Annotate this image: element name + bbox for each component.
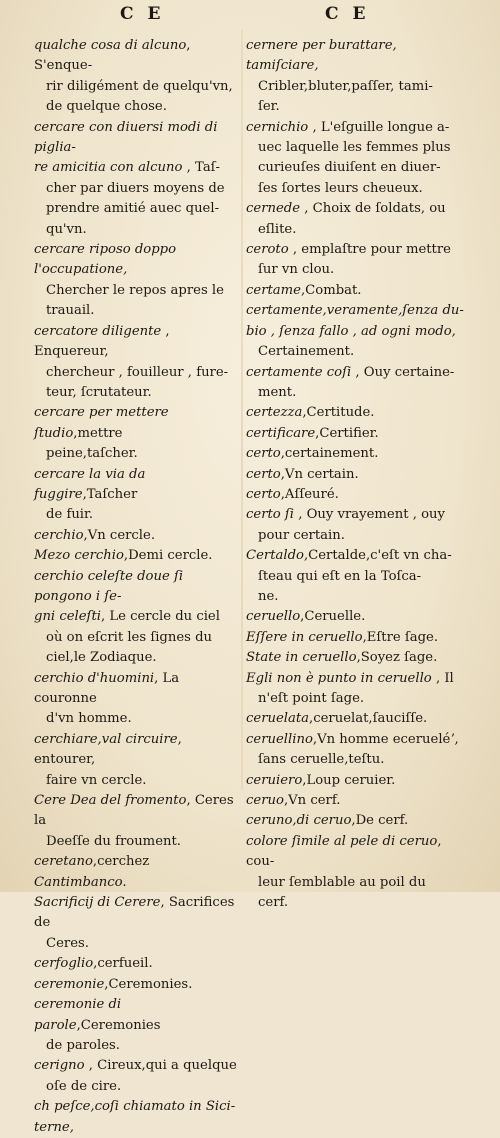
entry-line xyxy=(258,873,464,893)
definition: ſes ſortes leurs cheueux. xyxy=(258,180,423,196)
definition: ,Ceremonies xyxy=(76,1017,161,1033)
entry-line xyxy=(46,648,244,668)
definition: d'vn homme. xyxy=(46,711,132,727)
headword: certo xyxy=(246,446,281,462)
definition: ſur vn clou. xyxy=(258,262,335,278)
entry-line xyxy=(258,893,464,913)
entry-line xyxy=(246,546,464,566)
entry-line xyxy=(46,383,244,403)
definition: , Sacrifices de xyxy=(34,895,235,931)
headword: cernede xyxy=(246,201,301,217)
definition: , L'eſguille longue a- xyxy=(308,119,450,135)
definition: leur ſemblable au poil du xyxy=(258,874,426,890)
entry-line xyxy=(34,322,244,363)
headword: certamente,veramente,ſenza du- xyxy=(246,303,464,319)
headword: certamente coſi xyxy=(246,364,352,380)
entry-line xyxy=(34,669,244,710)
headword: cernichio xyxy=(246,119,309,135)
headword: ceruo xyxy=(246,793,284,809)
definition: ,Soyez ſage. xyxy=(356,650,438,666)
entry-line xyxy=(46,77,244,97)
entry-line xyxy=(258,97,464,117)
entry-line xyxy=(34,240,244,281)
entry-line xyxy=(246,791,464,811)
entry-line xyxy=(46,444,244,464)
entry-line xyxy=(34,36,244,77)
headword: State in ceruello xyxy=(246,650,357,666)
entry-line xyxy=(34,526,244,546)
entry-line xyxy=(34,607,244,627)
headword: certo xyxy=(246,486,281,502)
definition: ,Eſtre ſage. xyxy=(362,629,439,645)
entry-line xyxy=(258,260,464,280)
entry-line xyxy=(46,832,244,852)
running-head-left: C E xyxy=(120,4,165,24)
entry-line xyxy=(258,383,464,403)
headword: re amicitia con alcuno xyxy=(34,160,183,176)
entry-line xyxy=(46,934,244,954)
entry-line xyxy=(246,118,464,138)
definition: n'eſt point ſage. xyxy=(258,691,365,706)
headword: certame xyxy=(246,282,301,298)
entry-line xyxy=(246,465,464,485)
entry-line xyxy=(46,363,244,383)
entry-line xyxy=(34,465,244,506)
entry-line xyxy=(246,281,464,301)
entry-line xyxy=(246,444,464,464)
definition: ,Combat. xyxy=(300,282,362,298)
entry-line xyxy=(34,158,244,178)
entry-line xyxy=(258,342,464,362)
definition: faire vn cercle. xyxy=(46,772,147,788)
definition: ,mettre xyxy=(73,425,123,441)
definition: cerf. xyxy=(258,895,289,911)
definition: , Ceres la xyxy=(34,793,234,829)
definition: , entourer, xyxy=(34,731,182,768)
entry-line xyxy=(246,771,464,791)
definition: , Taſ- xyxy=(182,160,221,176)
headword: cercare per mettere ſtudio xyxy=(34,405,169,441)
definition: , Il xyxy=(431,670,454,686)
headword: certificare xyxy=(246,425,316,441)
definition: chercheur , fouilleur , fure- xyxy=(46,364,229,380)
headword: bio , ſenza fallo , ad ogni modo, xyxy=(246,323,456,339)
entry-line xyxy=(258,179,464,199)
definition: pour certain. xyxy=(258,527,345,543)
entry-line xyxy=(246,363,464,383)
entry-line xyxy=(46,281,244,301)
definition: , La couronne xyxy=(34,670,180,706)
entry-line xyxy=(34,975,244,995)
headword: ceruiero xyxy=(246,772,303,788)
definition: curieuſes diuiſent en diuer- xyxy=(258,160,441,176)
definition: Deeſſe du froument. xyxy=(46,833,181,849)
headword: ch peſce,coſi chiamato in Sici- xyxy=(34,1099,236,1115)
right-column xyxy=(246,36,464,913)
entry-line xyxy=(34,791,244,832)
headword: certezza xyxy=(246,405,303,421)
headword: Mezo cerchio xyxy=(34,548,124,564)
entry-line xyxy=(34,1118,244,1138)
definition: prendre amitié auec quel- xyxy=(46,201,220,217)
definition: ,Certitude. xyxy=(302,405,375,421)
definition: uec laquelle les femmes plus xyxy=(258,140,451,156)
entry-line xyxy=(246,607,464,627)
entry-line xyxy=(246,485,464,505)
entry-line xyxy=(46,1077,244,1097)
entry-line xyxy=(258,158,464,178)
cross-reference: Cantimbanco. xyxy=(34,874,127,890)
definition: trauail. xyxy=(46,303,95,319)
headword: cerigno xyxy=(34,1058,85,1074)
definition: ,Ceruelle. xyxy=(300,609,366,625)
entry-line xyxy=(246,669,464,689)
left-column xyxy=(34,36,244,1138)
headword: cerchio d'huomini xyxy=(34,670,155,686)
entry-line xyxy=(258,138,464,158)
definition: ,Taſcher xyxy=(82,486,138,502)
headword: cercare con diuersi modi di piglia- xyxy=(34,119,218,156)
definition: ,certainement. xyxy=(280,446,379,462)
definition: ment. xyxy=(258,384,297,400)
entry-line xyxy=(34,567,244,608)
definition: , S'enque- xyxy=(34,38,191,74)
entry-line xyxy=(246,199,464,219)
entry-line xyxy=(46,97,244,117)
entry-line xyxy=(46,220,244,240)
entry-line xyxy=(258,587,464,607)
entry-line xyxy=(34,1097,244,1117)
headword: cerchio celeſte doue ſi pongono i ſe- xyxy=(34,568,184,604)
definition: Cribler,bluter,paſſer, tami- xyxy=(258,78,433,94)
entry-line xyxy=(246,505,464,525)
definition: Certainement. xyxy=(258,344,355,360)
entry-line xyxy=(246,301,464,321)
entry-line xyxy=(246,36,464,77)
definition: ,De cerf. xyxy=(351,813,409,829)
headword: ceruello xyxy=(246,609,301,625)
entry-line xyxy=(246,403,464,423)
definition: ,Certifier. xyxy=(315,425,379,441)
entry-line xyxy=(258,526,464,546)
headword: cernere per burattare, tamiſciare, xyxy=(246,38,397,74)
entry-line xyxy=(246,322,464,342)
definition: où on eſcrit les ſignes du xyxy=(46,629,213,645)
entry-line xyxy=(34,852,244,893)
entry-line xyxy=(258,689,464,709)
definition: ,Ceremonies. xyxy=(104,976,193,992)
definition: ſer. xyxy=(258,99,280,115)
definition: , Le cercle du ciel xyxy=(100,609,220,625)
entry-line xyxy=(46,771,244,791)
entry-line xyxy=(46,1036,244,1056)
definition: eſlite. xyxy=(258,221,297,237)
entry-line xyxy=(46,179,244,199)
definition: ,Vn cercle. xyxy=(83,527,156,543)
definition: , cou- xyxy=(246,833,442,870)
headword: terne, xyxy=(34,1119,74,1135)
entry-line xyxy=(34,730,244,771)
headword: colore ſimile al pele di ceruo xyxy=(246,833,438,849)
definition: , Cireux,qui a quelque xyxy=(84,1058,237,1074)
definition: de quelque chose. xyxy=(46,99,167,115)
definition: ne. xyxy=(258,588,279,604)
entry-line xyxy=(34,1056,244,1076)
entry-line xyxy=(246,648,464,668)
entry-line xyxy=(46,628,244,648)
definition: ſteau qui eſt en la Toſca- xyxy=(258,568,422,584)
headword: ceretano xyxy=(34,854,93,870)
definition: Ceres. xyxy=(46,935,89,951)
entry-line xyxy=(258,220,464,240)
entry-line xyxy=(246,424,464,444)
entry-line xyxy=(34,403,244,444)
definition: de fuir. xyxy=(46,507,94,523)
headword: gni celeſti xyxy=(34,609,101,625)
definition: de paroles. xyxy=(46,1037,120,1053)
headword: Sacrificij di Cerere xyxy=(34,895,161,911)
headword: certo xyxy=(246,466,281,482)
entry-line xyxy=(246,730,464,750)
entry-line xyxy=(246,811,464,831)
definition: teur, ſcrutateur. xyxy=(46,384,152,400)
entry-line xyxy=(34,546,244,566)
entry-line xyxy=(258,750,464,770)
entry-line xyxy=(246,832,464,873)
headword: cercare la via da fuggire xyxy=(34,466,146,502)
definition: ,cerfueil. xyxy=(93,956,153,972)
running-head-right: C E xyxy=(325,4,370,24)
definition: rir diligément de quelqu'vn, xyxy=(46,78,233,94)
headword: cerchiare,val circuire xyxy=(34,731,178,747)
headword: ceruelata xyxy=(246,711,310,727)
headword: ceremonie xyxy=(34,976,105,992)
headword: cercatore diligente xyxy=(34,323,162,339)
definition: , Ouy certaine- xyxy=(351,364,455,380)
definition: ſans ceruelle,teſtu. xyxy=(258,752,385,768)
entry-line xyxy=(246,240,464,260)
headword: ceroto xyxy=(246,242,289,258)
entry-line xyxy=(46,709,244,729)
definition: ,Aſſeuré. xyxy=(280,486,339,502)
entry-line xyxy=(34,118,244,159)
headword: certo ſi xyxy=(246,507,295,523)
definition: ,ceruelat,ſauciſſe. xyxy=(309,711,428,727)
headword: cercare riposo doppo l'occupatione, xyxy=(34,242,177,278)
definition: ,Vn cerf. xyxy=(283,793,341,809)
definition: ,Loup ceruier. xyxy=(302,772,396,788)
definition: oſe de cire. xyxy=(46,1078,122,1094)
definition: , Enquereur, xyxy=(34,323,170,360)
entry-line xyxy=(258,567,464,587)
headword: Cere Dea del fromento xyxy=(34,793,187,809)
entry-line xyxy=(46,301,244,321)
definition: , Ouy vrayement , ouy xyxy=(294,507,445,523)
definition: ciel,le Zodiaque. xyxy=(46,650,157,666)
definition: peine,taſcher. xyxy=(46,446,138,462)
headword: ceruno,di ceruo xyxy=(246,813,352,829)
headword: qualche cosa di alcuno xyxy=(34,38,187,53)
definition: , emplaſtre pour mettre xyxy=(288,242,451,258)
headword: ceremonie di parole xyxy=(34,997,122,1033)
headword: Certaldo xyxy=(246,548,304,564)
headword: cerfoglio xyxy=(34,956,94,972)
headword: cerchio xyxy=(34,527,84,543)
entry-line xyxy=(34,954,244,974)
entry-line xyxy=(34,995,244,1036)
headword: ceruellino xyxy=(246,731,313,747)
definition: Chercher le repos apres le xyxy=(46,282,224,298)
entry-line xyxy=(246,628,464,648)
definition: ,cerchez xyxy=(92,854,150,870)
entry-line xyxy=(34,893,244,934)
definition: ,Vn certain. xyxy=(280,466,359,482)
definition: ,Certalde,c'eſt vn cha- xyxy=(303,548,452,564)
entry-line xyxy=(46,505,244,525)
entry-line xyxy=(246,709,464,729)
headword: Egli non è punto in ceruello xyxy=(246,670,432,686)
definition: cher par diuers moyens de xyxy=(46,180,225,196)
definition: ,Vn homme ecerueléʼ, xyxy=(312,731,459,747)
entry-line xyxy=(258,77,464,97)
entry-line xyxy=(46,199,244,219)
definition: qu'vn. xyxy=(46,221,87,237)
definition: ,Demi cercle. xyxy=(123,548,213,564)
definition: , Choix de ſoldats, ou xyxy=(300,201,446,217)
headword: Eſſere in ceruello xyxy=(246,629,363,645)
